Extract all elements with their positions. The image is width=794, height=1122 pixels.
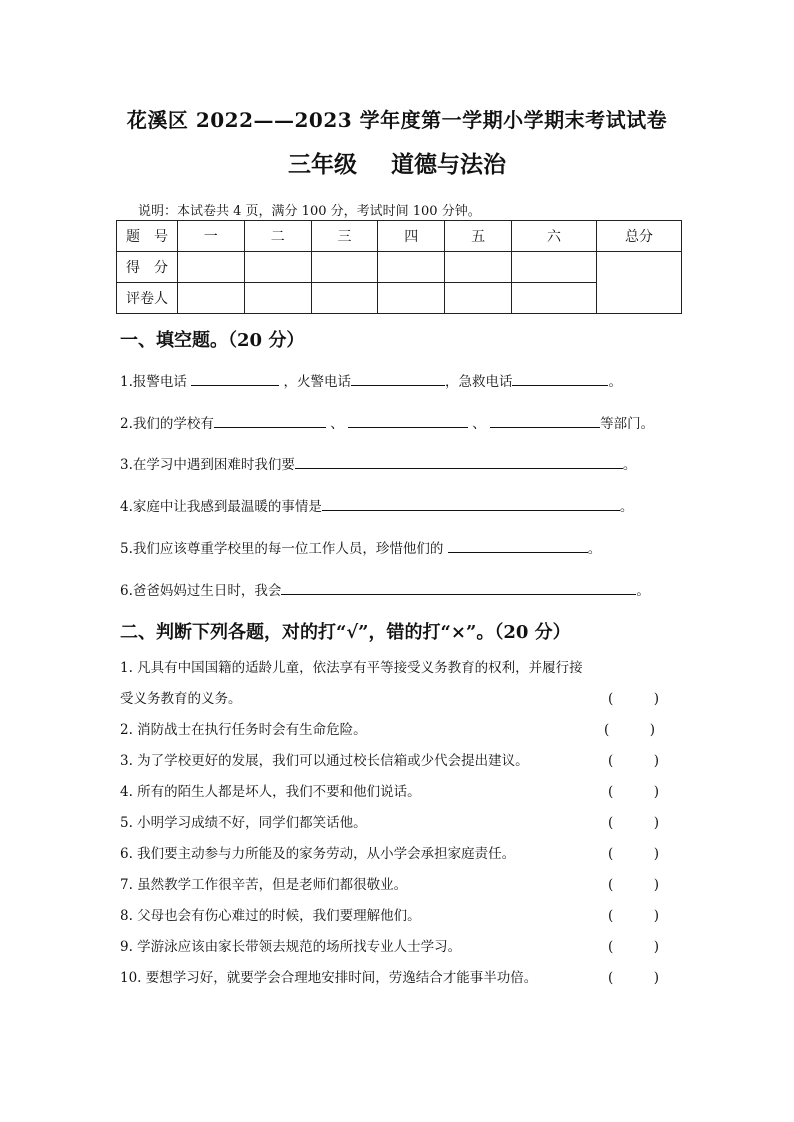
- answer-parentheses[interactable]: ( ): [608, 877, 660, 893]
- table-row: [117, 221, 682, 252]
- judge-item: 7. 虽然教学工作很辛苦，但是老师们都很敬业。: [120, 877, 408, 893]
- question-text: 5.我们应该尊重学校里的每一位工作人员，珍惜他们的: [120, 541, 444, 557]
- answer-parentheses[interactable]: ( ): [608, 815, 660, 831]
- judge-item: 3. 为了学校更好的发展，我们可以通过校长信箱或少代会提出建议。: [120, 753, 529, 769]
- row-label: 评卷人: [117, 283, 178, 314]
- answer-parentheses[interactable]: ( ): [608, 691, 660, 707]
- grader-cell[interactable]: [512, 283, 597, 314]
- question-text: 。: [636, 583, 650, 599]
- column-header: 一: [178, 221, 245, 252]
- question-text: 。: [619, 499, 634, 515]
- judge-item: 5. 小明学习成绩不好，同学们都笑话他。: [120, 815, 367, 831]
- answer-blank[interactable]: [490, 413, 600, 428]
- fill-question-4: [120, 495, 633, 515]
- question-text: 1.报警电话: [120, 374, 187, 390]
- question-text: 4.家庭中让我感到最温暖的事情是: [120, 499, 322, 515]
- score-cell[interactable]: [512, 252, 597, 283]
- exam-note: 说明：本试卷共 4 页，满分 100 分，考试时间 100 分钟。: [138, 204, 481, 219]
- answer-blank[interactable]: [448, 538, 588, 553]
- question-text: ，急救电话: [444, 374, 513, 390]
- column-header: 总分: [597, 221, 682, 252]
- grader-cell[interactable]: [311, 283, 378, 314]
- grader-cell[interactable]: [178, 283, 245, 314]
- answer-parentheses[interactable]: ( ): [608, 753, 660, 769]
- answer-parentheses[interactable]: ( ): [608, 784, 660, 800]
- answer-blank[interactable]: [322, 496, 620, 511]
- column-header: 二: [244, 221, 311, 252]
- answer-blank[interactable]: [348, 413, 468, 428]
- fill-question-2: [120, 412, 654, 432]
- judge-item: 6. 我们要主动参与力所能及的家务劳动，从小学会承担家庭责任。: [120, 846, 516, 862]
- answer-blank[interactable]: [281, 580, 636, 595]
- question-text: 6.爸爸妈妈过生日时，我会: [120, 583, 282, 599]
- answer-parentheses[interactable]: ( ): [604, 722, 656, 738]
- grade-label: 三年级: [288, 151, 357, 178]
- row-label: 题 号: [117, 221, 178, 252]
- question-text: 2.我们的学校有: [120, 416, 214, 432]
- judge-item: 10. 要想学习好，就要学会合理地安排时间，劳逸结合才能事半功倍。: [120, 970, 538, 986]
- question-text: 、: [330, 416, 344, 432]
- answer-blank[interactable]: [214, 413, 326, 428]
- subject-label: 道德与法治: [391, 151, 506, 178]
- grader-cell[interactable]: [378, 283, 445, 314]
- total-score-cell[interactable]: [597, 252, 682, 314]
- judge-item: 9. 学游泳应该由家长带领去规范的场所找专业人士学习。: [120, 939, 462, 955]
- section2-heading: 二、判断下列各题，对的打“√”，错的打“×”。（20 分）: [120, 622, 571, 643]
- column-header: 四: [378, 221, 445, 252]
- question-text: 、: [472, 416, 486, 432]
- answer-parentheses[interactable]: ( ): [608, 970, 660, 986]
- answer-blank[interactable]: [295, 454, 623, 469]
- judge-item: 8. 父母也会有伤心难过的时候，我们要理解他们。: [120, 908, 421, 924]
- question-text: 。: [587, 541, 602, 557]
- judge-item: 1. 凡具有中国国籍的适龄儿童，依法享有平等接受义务教育的权利，并履行接: [120, 660, 583, 676]
- question-text: 。: [608, 374, 622, 390]
- fill-question-1: [120, 370, 622, 390]
- answer-parentheses[interactable]: ( ): [608, 939, 660, 955]
- column-header: 六: [512, 221, 597, 252]
- answer-blank[interactable]: [351, 371, 445, 386]
- question-text: 等部门。: [600, 416, 655, 432]
- column-header: 三: [311, 221, 378, 252]
- grader-cell[interactable]: [445, 283, 512, 314]
- judge-item: 4. 所有的陌生人都是坏人，我们不要和他们说话。: [120, 784, 421, 800]
- answer-blank[interactable]: [512, 371, 608, 386]
- fill-question-5: [120, 537, 601, 557]
- exam-title: 花溪区 2022——2023 学年度第一学期小学期末考试试卷: [126, 108, 668, 132]
- judge-item: 受义务教育的义务。: [120, 691, 242, 707]
- fill-question-6: [120, 579, 650, 599]
- answer-parentheses[interactable]: ( ): [608, 908, 660, 924]
- score-cell[interactable]: [445, 252, 512, 283]
- judge-item: 2. 消防战士在执行任务时会有生命危险。: [120, 722, 367, 738]
- question-text: 。: [622, 457, 637, 473]
- section1-heading: 一、填空题。（20 分）: [120, 330, 305, 351]
- score-cell[interactable]: [178, 252, 245, 283]
- table-row: [117, 252, 682, 283]
- score-cell[interactable]: [311, 252, 378, 283]
- row-label: 得 分: [117, 252, 178, 283]
- score-cell[interactable]: [244, 252, 311, 283]
- column-header: 五: [445, 221, 512, 252]
- grader-cell[interactable]: [244, 283, 311, 314]
- question-text: 3.在学习中遇到困难时我们要: [120, 457, 295, 473]
- exam-subtitle: [0, 146, 794, 179]
- question-text: ，火警电话: [283, 374, 351, 390]
- score-cell[interactable]: [378, 252, 445, 283]
- score-table: [116, 220, 682, 314]
- fill-question-3: [120, 453, 636, 473]
- answer-parentheses[interactable]: ( ): [608, 846, 660, 862]
- answer-blank[interactable]: [191, 371, 279, 386]
